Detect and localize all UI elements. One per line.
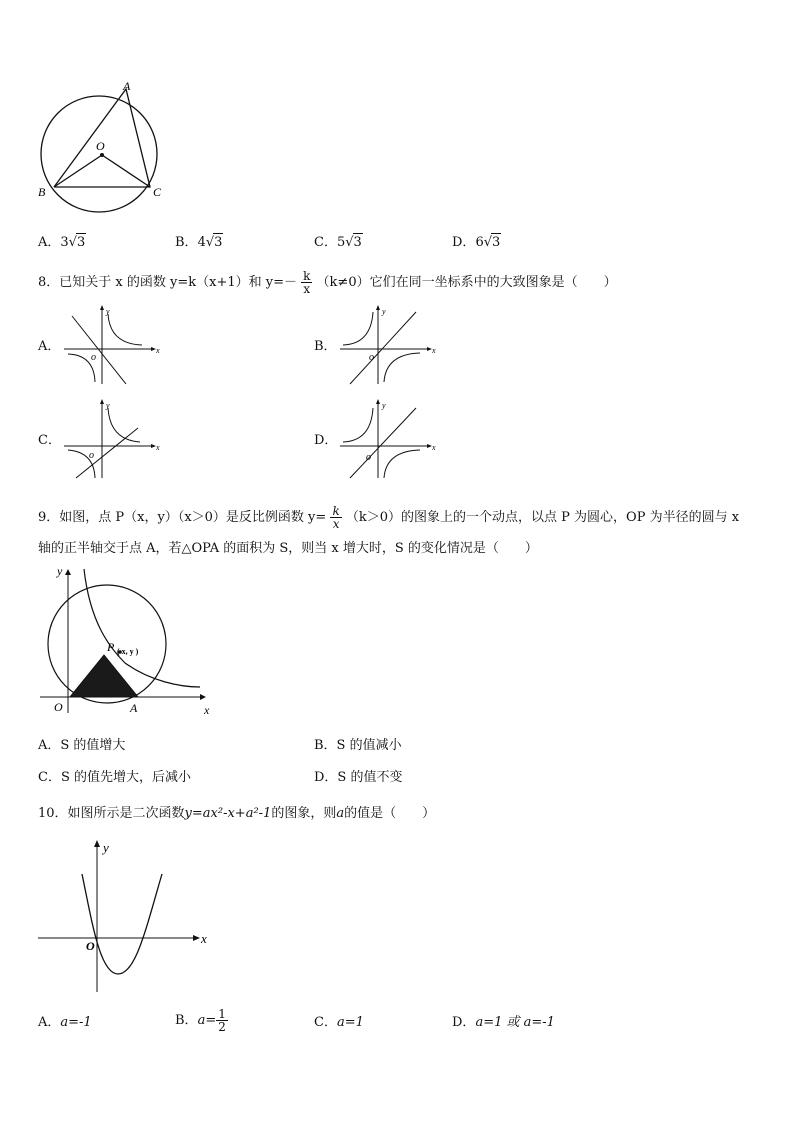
- q8-graph-b: [338, 304, 438, 386]
- option-letter: D．: [452, 235, 476, 250]
- q10-stem-part2: 的图象，则: [271, 806, 337, 821]
- y-arrow: [65, 569, 71, 575]
- option-coef: 4: [197, 235, 206, 250]
- q8-option-a-label[interactable]: A．: [38, 339, 61, 354]
- y-label: y: [382, 401, 386, 410]
- origin-label: o: [366, 452, 371, 463]
- option-radicand: 3: [214, 235, 223, 250]
- label-a: A: [123, 79, 131, 93]
- y-arrow: [100, 399, 104, 404]
- label-x: x: [201, 931, 207, 946]
- label-x: x: [204, 703, 210, 717]
- x-label: x: [156, 443, 160, 452]
- frac-den: 2: [218, 1020, 226, 1034]
- line-graph: [76, 428, 138, 478]
- q9-option-d[interactable]: D．S 的值不变: [314, 770, 403, 785]
- hyperbola-branch: [384, 353, 420, 382]
- q10-option-c[interactable]: [314, 1014, 364, 1032]
- q10-option-b[interactable]: [175, 1008, 228, 1033]
- y-arrow: [376, 305, 380, 310]
- option-letter: B．: [175, 235, 198, 250]
- label-a: A: [130, 701, 138, 715]
- sqrt-sign: √: [68, 235, 77, 250]
- q9-stem-line1: [38, 505, 739, 530]
- hyperbola-branch: [108, 314, 142, 345]
- label-o: O: [86, 939, 95, 953]
- hyperbola-branch: [384, 450, 420, 478]
- q9-stem-line2: 轴的正半轴交于点 A，若△OPA 的面积为 S，则当 x 增大时，S 的变化情况是（ ）: [38, 541, 538, 556]
- fraction-k-over-x: [330, 505, 341, 530]
- frac-num: k: [332, 504, 340, 518]
- q8-option-d-label[interactable]: D．: [314, 433, 338, 448]
- frac-num: k: [303, 269, 311, 283]
- line-graph: [72, 316, 126, 384]
- line-graph: [350, 408, 416, 478]
- q8-graph-d: [338, 398, 438, 480]
- q8-stem-part1: 8．已知关于 x 的函数 y=k（x+1）和 y=－: [38, 275, 297, 290]
- x-label: x: [432, 443, 436, 452]
- q10-stem: [38, 805, 435, 823]
- option-letter: A．: [38, 235, 61, 250]
- radius-ob-oc: [54, 155, 150, 187]
- q7-option-a[interactable]: [38, 233, 86, 252]
- option-coef: 5: [336, 235, 346, 250]
- frac-den: x: [303, 282, 311, 296]
- q9-circle-figure: [40, 563, 220, 718]
- option-radicand: 3: [76, 235, 86, 250]
- q8-graph-c: [62, 398, 162, 480]
- sqrt-sign: √: [345, 235, 354, 250]
- label-p-coord: ( x, y ): [117, 647, 139, 656]
- circumcircle: [41, 96, 157, 212]
- label-c: C: [153, 185, 162, 199]
- option-text: a=-1: [60, 1015, 92, 1030]
- x-arrow: [193, 935, 200, 941]
- center-dot: [100, 153, 104, 157]
- q7-circle-figure: [30, 76, 180, 226]
- q7-option-d[interactable]: [452, 233, 501, 252]
- origin-label: o: [89, 450, 94, 461]
- hyperbola-branch: [343, 408, 373, 442]
- q9-option-a[interactable]: A．S 的值增大: [38, 738, 126, 753]
- q10-option-a[interactable]: [38, 1014, 92, 1032]
- origin-label: o: [91, 352, 96, 363]
- y-arrow: [94, 840, 100, 847]
- q8-stem-part2: （k≠0）它们在同一坐标系中的大致图象是（ ）: [316, 275, 617, 290]
- option-coef: 3: [60, 235, 69, 250]
- option-text: a=1: [336, 1015, 364, 1030]
- sqrt-sign: √: [483, 235, 493, 250]
- q9-option-b[interactable]: B．S 的值减小: [314, 738, 402, 753]
- q7-option-b[interactable]: [175, 233, 223, 252]
- option-radicand: 3: [353, 235, 362, 250]
- q10-parabola-figure: [36, 838, 216, 998]
- q8-graph-a: [62, 304, 162, 386]
- q9-option-c[interactable]: C．S 的值先增大，后减小: [38, 770, 191, 785]
- option-letter: B．: [175, 1013, 198, 1028]
- fraction-one-half: [216, 1008, 228, 1033]
- label-b: B: [38, 185, 46, 199]
- x-label: x: [156, 346, 160, 355]
- x-arrow: [200, 694, 206, 700]
- q8-option-b-label[interactable]: B．: [314, 339, 337, 354]
- q10-variable: a: [336, 806, 345, 821]
- y-arrow: [376, 399, 380, 404]
- q10-stem-part3: 的值是（ ）: [344, 806, 436, 821]
- label-y: y: [57, 564, 63, 578]
- q8-option-c-label[interactable]: C．: [38, 433, 61, 448]
- option-letter: C．: [314, 1015, 337, 1030]
- hyperbola-branch: [108, 408, 140, 442]
- frac-num: 1: [218, 1007, 226, 1021]
- y-label: y: [106, 401, 110, 410]
- q10-formula: y=ax²-x+a²-1: [184, 806, 272, 821]
- line-graph: [350, 312, 416, 384]
- q7-options: [38, 233, 738, 253]
- label-p: P: [107, 640, 115, 654]
- q8-stem: [38, 270, 617, 295]
- fraction-k-over-x: [301, 270, 312, 295]
- q7-option-c[interactable]: [314, 233, 363, 252]
- hyperbola-branch: [343, 312, 373, 345]
- label-o: O: [96, 139, 105, 153]
- parabola: [82, 874, 162, 974]
- q10-option-d[interactable]: [452, 1014, 555, 1032]
- label-o: O: [54, 700, 63, 714]
- option-coef: 6: [475, 235, 484, 250]
- option-letter: A．: [38, 1015, 61, 1030]
- y-label: y: [382, 307, 386, 316]
- frac-den: x: [332, 517, 340, 531]
- origin-label: o: [369, 352, 374, 363]
- y-label: y: [106, 307, 110, 316]
- q10-stem-part1: 10．如图所示是二次函数: [38, 806, 185, 821]
- label-y: y: [103, 840, 109, 855]
- option-letter: D．: [452, 1015, 476, 1030]
- q9-stem-part2: （k＞0）的图象上的一个动点，以点 P 为圆心，OP 为半径的圆与 x: [345, 510, 740, 525]
- q9-stem-part1: 9．如图，点 P（x，y）（x＞0）是反比例函数 y=: [38, 510, 327, 525]
- option-radicand: 3: [492, 235, 501, 250]
- y-arrow: [100, 305, 104, 310]
- option-text: a=1 或 a=-1: [475, 1015, 555, 1030]
- sqrt-sign: √: [205, 235, 215, 250]
- option-text: a=: [197, 1013, 217, 1028]
- triangle-abc: [54, 89, 150, 187]
- shaded-triangle-opa: [70, 655, 138, 697]
- x-label: x: [432, 346, 436, 355]
- option-letter: C．: [314, 235, 337, 250]
